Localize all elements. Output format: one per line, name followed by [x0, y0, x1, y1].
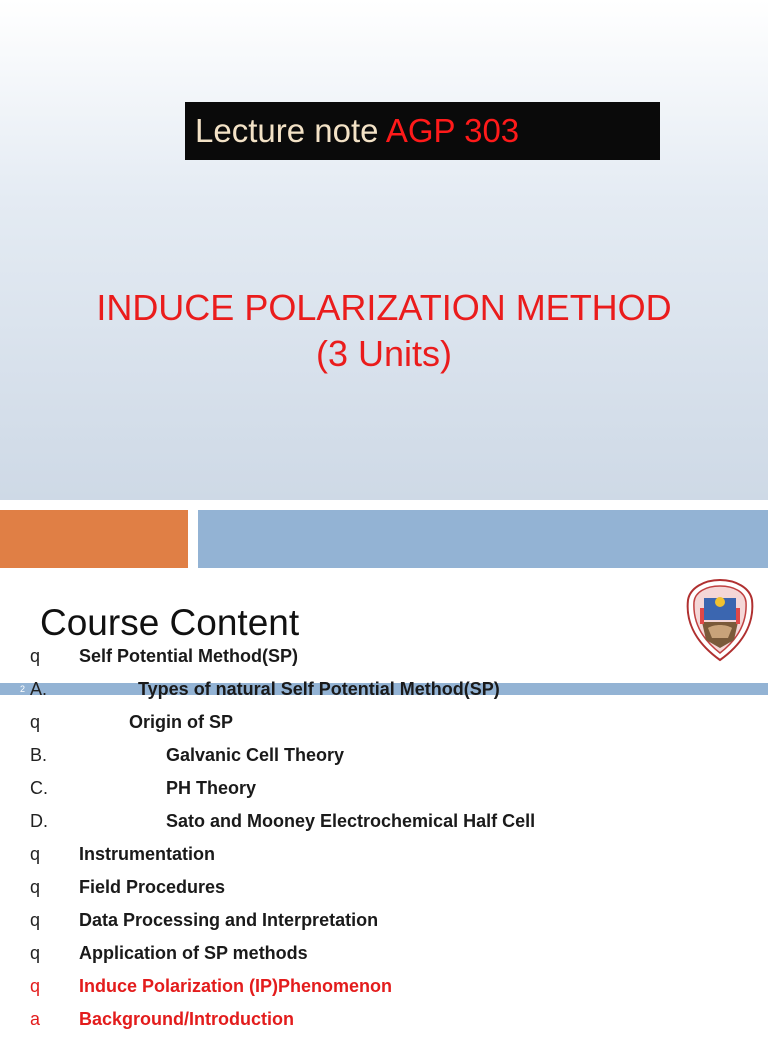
list-bullet: q	[30, 976, 41, 996]
list-item	[0, 1009, 768, 1039]
orange-accent-bar	[0, 510, 188, 568]
page-number: 2	[20, 684, 26, 694]
list-bullet: a	[30, 1009, 41, 1029]
list-item-text: PH Theory	[166, 778, 257, 798]
list-item-text: Data Processing and Interpretation	[79, 910, 379, 930]
title-slide	[0, 0, 768, 500]
list-bullet: D.	[30, 811, 48, 831]
course-code: AGP 303	[385, 112, 520, 149]
list-item	[0, 844, 768, 874]
list-item-text: Galvanic Cell Theory	[166, 745, 345, 765]
list-item	[0, 778, 768, 808]
list-item	[0, 811, 768, 841]
list-item	[0, 679, 768, 709]
list-item-text: Background/Introduction	[79, 1009, 294, 1029]
list-item-text: Self Potential Method(SP)	[79, 646, 299, 666]
course-content-title: Course Content	[40, 602, 300, 643]
list-bullet: B.	[30, 745, 48, 765]
blue-accent-bar	[198, 510, 768, 568]
list-item-text: Field Procedures	[79, 877, 226, 897]
list-bullet: q	[30, 844, 41, 864]
heading-line-2: (3 Units)	[315, 333, 453, 374]
list-item	[0, 943, 768, 973]
list-bullet: q	[30, 646, 41, 666]
list-item-text: Sato and Mooney Electrochemical Half Cell	[166, 811, 536, 831]
list-bullet: q	[30, 943, 41, 963]
list-item	[0, 910, 768, 940]
content-slide	[0, 568, 768, 1029]
heading-line-1: INDUCE POLARIZATION METHOD	[96, 287, 672, 328]
lecture-title-box	[185, 102, 660, 160]
list-item	[0, 646, 768, 676]
lecture-title: Lecture note	[195, 112, 386, 149]
list-item	[0, 877, 768, 907]
list-item	[0, 976, 768, 1006]
list-bullet: q	[30, 712, 41, 732]
list-item	[0, 712, 768, 742]
list-bullet: A.	[30, 679, 48, 699]
list-item-text: Instrumentation	[79, 844, 216, 864]
list-bullet: C.	[30, 778, 48, 798]
list-item-text: Origin of SP	[129, 712, 234, 732]
list-bullet: q	[30, 877, 41, 897]
list-item-text: Induce Polarization (IP)Phenomenon	[79, 976, 393, 996]
slide-heading	[0, 285, 768, 377]
list-item-text: Types of natural Self Potential Method(SP)	[138, 679, 500, 699]
list-item-text: Application of SP methods	[79, 943, 308, 963]
list-bullet: q	[30, 910, 41, 930]
list-item	[0, 745, 768, 775]
